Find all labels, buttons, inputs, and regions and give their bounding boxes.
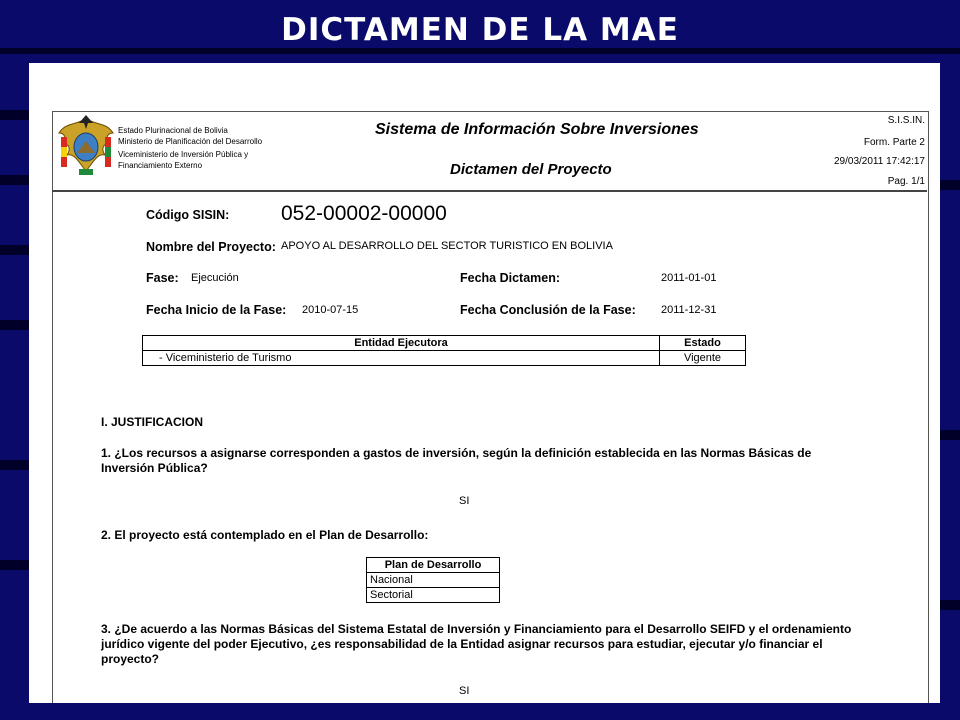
- document-page: [29, 63, 940, 703]
- form-part: Form. Parte 2: [863, 137, 925, 148]
- bg-stripe: [0, 48, 960, 54]
- table-row: [143, 351, 746, 366]
- bg-stripe: [940, 600, 960, 610]
- plan-table: [366, 557, 500, 603]
- entity-cell: - Viceministerio de Turismo: [143, 351, 660, 366]
- column-header-status: Estado: [660, 336, 746, 351]
- phase-label: Fase:: [146, 271, 179, 285]
- status-cell: Vigente: [660, 351, 746, 366]
- print-timestamp: 29/03/2011 17:42:17: [833, 156, 925, 167]
- table-row: [367, 588, 500, 603]
- system-code: S.I.S.IN.: [887, 115, 925, 126]
- bg-stripe: [940, 180, 960, 190]
- column-header-plan: Plan de Desarrollo: [367, 558, 500, 573]
- section-title: I. JUSTIFICACION: [101, 415, 204, 429]
- phase-end-label: Fecha Conclusión de la Fase:: [460, 303, 636, 317]
- page-number: Pag. 1/1: [887, 176, 925, 187]
- org-line: Financiamiento Externo: [118, 161, 203, 170]
- column-header-entity: Entidad Ejecutora: [143, 336, 660, 351]
- header-divider: [52, 190, 927, 192]
- org-line: Viceministerio de Inversión Pública y: [118, 150, 249, 159]
- code-label: Código SISIN:: [146, 208, 230, 222]
- bg-stripe: [0, 460, 29, 470]
- org-line: Ministerio de Planificación del Desarrollo: [118, 137, 263, 146]
- phase-start-label: Fecha Inicio de la Fase:: [146, 303, 287, 317]
- plan-cell: Nacional: [367, 573, 500, 588]
- table-row: [367, 573, 500, 588]
- bg-stripe: [0, 175, 29, 185]
- phase-value: Ejecución: [191, 272, 239, 284]
- bg-stripe: [0, 560, 29, 570]
- plan-cell: Sectorial: [367, 588, 500, 603]
- dictamen-date-label: Fecha Dictamen:: [460, 271, 561, 285]
- slide-title: DICTAMEN DE LA MAE: [281, 12, 679, 48]
- entity-table: [142, 335, 746, 366]
- code-value: 052-00002-00000: [281, 202, 447, 225]
- answer-1: SI: [459, 495, 470, 507]
- document-frame: [52, 111, 929, 703]
- system-title: Sistema de Información Sobre Inversiones: [375, 121, 699, 138]
- bg-stripe: [940, 430, 960, 440]
- org-line: Estado Plurinacional de Bolivia: [118, 126, 228, 135]
- phase-end-value: 2011-12-31: [661, 304, 717, 316]
- coat-of-arms-icon: [55, 113, 117, 183]
- bg-stripe: [0, 110, 29, 120]
- project-name-label: Nombre del Proyecto:: [146, 240, 276, 254]
- bg-stripe: [0, 320, 29, 330]
- question-1: 1. ¿Los recursos a asignarse corresponden a gastos de inversión, según la definición establecida en las Normas Básicas de Inversión Pública?: [101, 446, 812, 475]
- question-2: 2. El proyecto está contemplado en el Plan de Desarrollo:: [101, 528, 429, 542]
- bg-stripe: [0, 245, 29, 255]
- dictamen-date-value: 2011-01-01: [661, 272, 717, 284]
- table-header-row: [143, 336, 746, 351]
- project-name-value: APOYO AL DESARROLLO DEL SECTOR TURISTICO EN BOLIVIA: [281, 240, 613, 252]
- table-header-row: [367, 558, 500, 573]
- answer-3: SI: [459, 685, 470, 697]
- phase-start-value: 2010-07-15: [302, 304, 359, 316]
- document-title: Dictamen del Proyecto: [450, 161, 612, 178]
- question-3: 3. ¿De acuerdo a las Normas Básicas del Sistema Estatal de Inversión y Financiamiento para el Desarrollo SEIFD y el ordenamiento jurídico vigente del poder Ejecutivo, ¿es responsabilidad de la Entidad asignar recursos para estudiar, ejecutar y/o financiar el proyecto?: [101, 622, 852, 666]
